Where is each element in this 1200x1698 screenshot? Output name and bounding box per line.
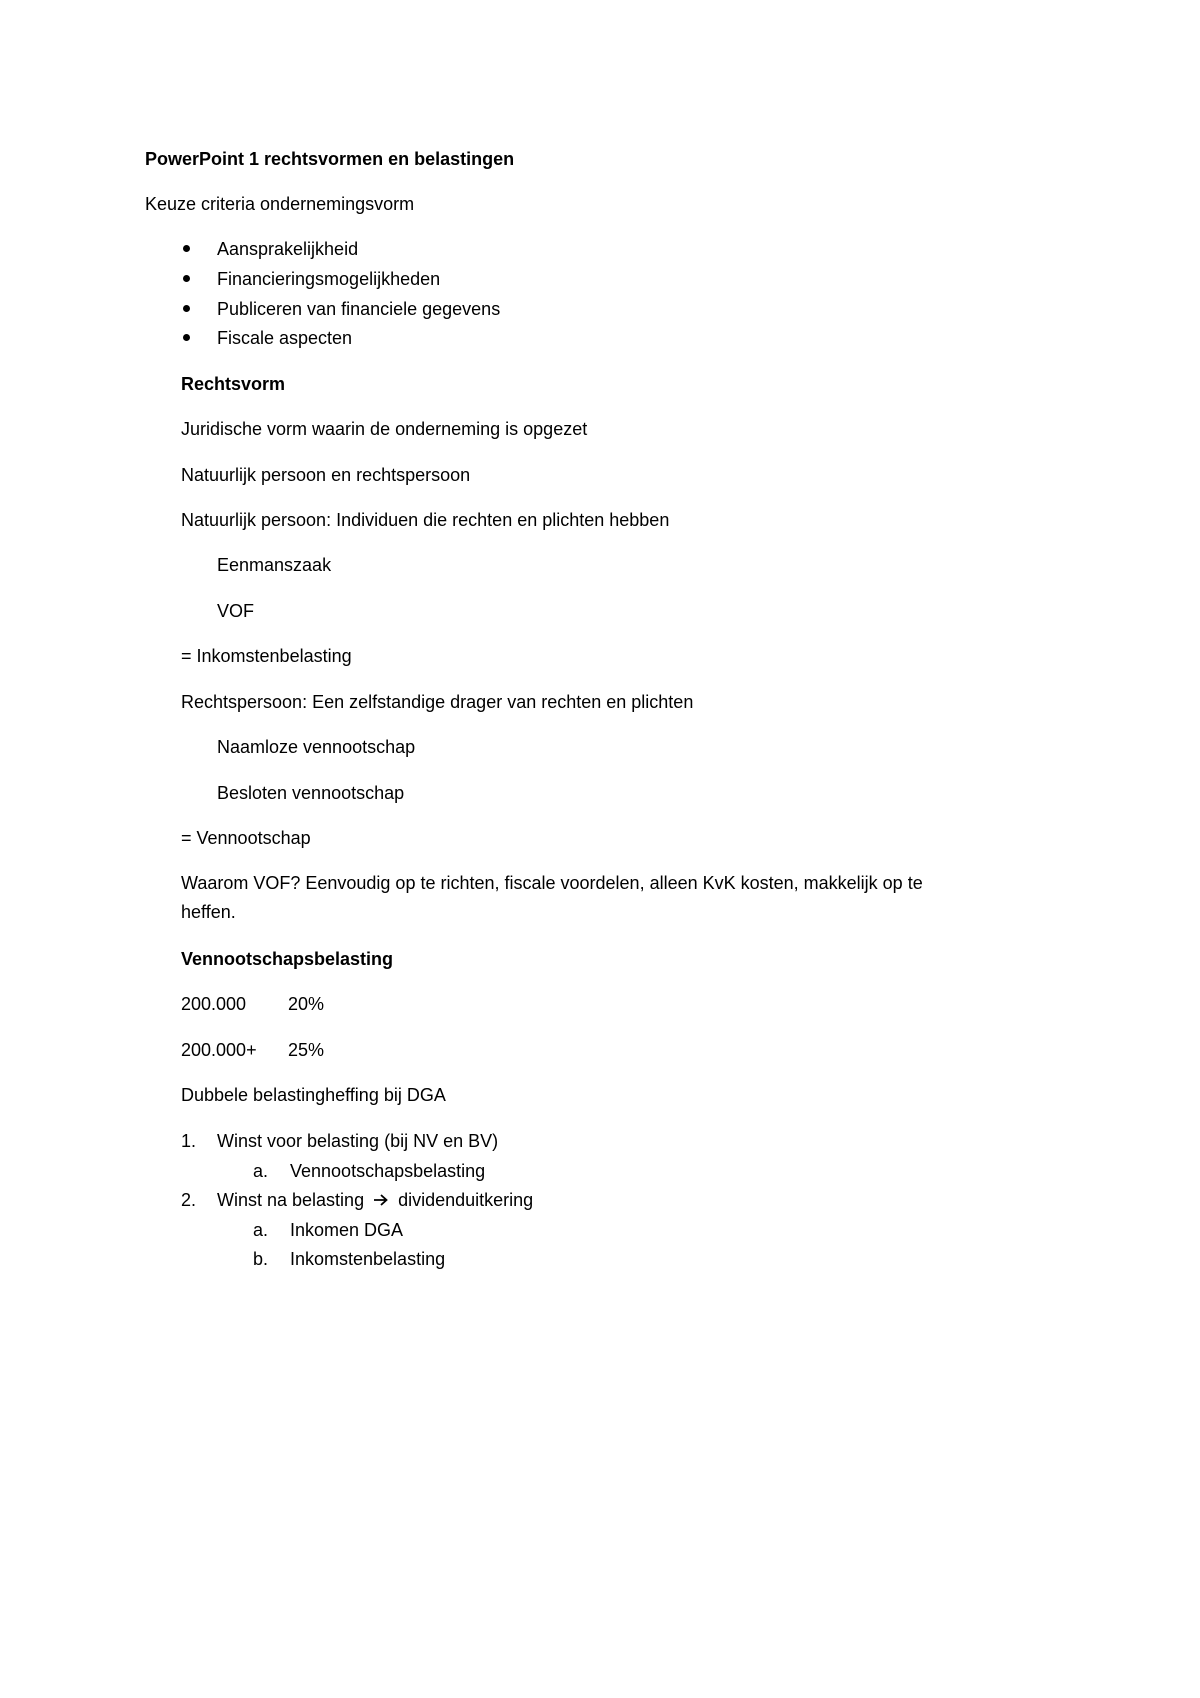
vpb-amount: 200.000	[181, 994, 247, 1014]
rechtspersoon: Rechtspersoon: Een zelfstandige drager van rechten en plichten	[181, 692, 694, 712]
vpb-amount: 200.000+	[181, 1040, 257, 1060]
natuurlijk-persoon: Natuurlijk persoon: Individuen die rechten en plichten hebben	[181, 510, 670, 530]
example-nv: Naamloze vennootschap	[217, 737, 416, 757]
bullet-icon	[183, 275, 190, 282]
bullet-icon	[183, 305, 190, 312]
dga-heading: Dubbele belastingheffing bij DGA	[181, 1085, 446, 1105]
vof-reasons-line1: Waarom VOF? Eenvoudig op te richten, fiscale voordelen, alleen KvK kosten, makkelijk op te	[181, 873, 923, 893]
sub-list-letter: b.	[253, 1249, 269, 1269]
list-item: Financieringsmogelijkheden	[217, 269, 441, 289]
list-item: Aansprakelijkheid	[217, 239, 359, 259]
vpb-heading: Vennootschapsbelasting	[181, 949, 394, 969]
sub-list-letter: a.	[253, 1220, 269, 1240]
sub-list-item: Vennootschapsbelasting	[290, 1161, 486, 1181]
sub-list-item: Inkomen DGA	[290, 1220, 404, 1240]
list-item: Fiscale aspecten	[217, 328, 353, 348]
vof-reasons-line2: heffen.	[181, 902, 236, 922]
vpb-rate: 20%	[288, 994, 325, 1014]
arrow-right-icon	[373, 1193, 389, 1207]
example-vof: VOF	[217, 601, 255, 621]
rechtspersoon-tax: = Vennootschap	[181, 828, 311, 848]
example-bv: Besloten vennootschap	[217, 783, 405, 803]
list-item	[217, 1188, 533, 1212]
list-item: Publiceren van financiele gegevens	[217, 299, 501, 319]
sub-list-letter: a.	[253, 1161, 269, 1181]
list-item: Winst voor belasting (bij NV en BV)	[217, 1131, 499, 1151]
list-number: 1.	[181, 1131, 197, 1151]
criteria-heading: Keuze criteria ondernemingsvorm	[145, 194, 415, 214]
list-item-text: dividenduitkering	[398, 1190, 534, 1210]
rechtsvorm-definition: Juridische vorm waarin de onderneming is opgezet	[181, 419, 588, 439]
vpb-rate: 25%	[288, 1040, 325, 1060]
natuurlijk-tax: = Inkomstenbelasting	[181, 646, 352, 666]
bullet-icon	[183, 245, 190, 252]
sub-list-item: Inkomstenbelasting	[290, 1249, 446, 1269]
list-number: 2.	[181, 1190, 197, 1210]
rechtsvorm-heading: Rechtsvorm	[181, 374, 286, 394]
list-item-text: Winst na belasting	[217, 1190, 365, 1210]
rechtsvorm-types: Natuurlijk persoon en rechtspersoon	[181, 465, 471, 485]
bullet-icon	[183, 334, 190, 341]
document-title: PowerPoint 1 rechtsvormen en belastingen	[145, 149, 515, 169]
example-eenmanszaak: Eenmanszaak	[217, 555, 332, 575]
